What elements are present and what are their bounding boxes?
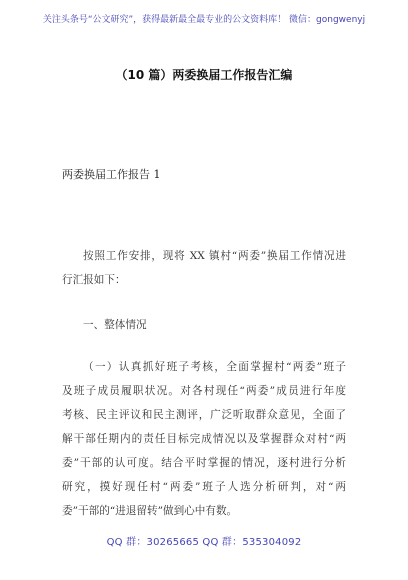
body-line: 考核、民主评议和民主测评，广泛听取群众意见，全面了: [62, 409, 346, 421]
heading-overall-situation: 一、整体情况: [83, 319, 147, 331]
intro-line: 按照工作安排，现将 XX 镇村“两委”换届工作情况进: [83, 250, 346, 262]
intro-line: 行汇报如下：: [62, 274, 126, 286]
header-banner: 关注头条号“公文研究”，获得最新最全最专业的公文资料库！ 微信：gongwenyj: [42, 15, 366, 25]
body-line: 研究，摸好现任村“两委”班子人选分析研判，对“两: [62, 481, 346, 493]
document-title: （10 篇）两委换届工作报告汇编: [115, 68, 293, 82]
body-line: 委”干部的“进退留转”做到心中有数。: [62, 505, 238, 517]
body-line: 解干部任期内的责任目标完成情况以及掌握群众对村“两: [62, 433, 346, 445]
intro-paragraph: [62, 244, 346, 292]
body-line: （一）认真抓好班子考核，全面掌握村“两委”班子: [83, 361, 346, 373]
section-title: 两委换届工作报告 1: [62, 168, 161, 181]
body-line: 委”干部的认可度。结合平时掌握的情况，逐村进行分析: [62, 457, 346, 469]
footer-banner: QQ 群：30265665 QQ 群：535304092: [106, 537, 302, 548]
body-paragraph: [62, 355, 346, 523]
body-line: 及班子成员履职状况。对各村现任“两委”成员进行年度: [62, 385, 346, 397]
